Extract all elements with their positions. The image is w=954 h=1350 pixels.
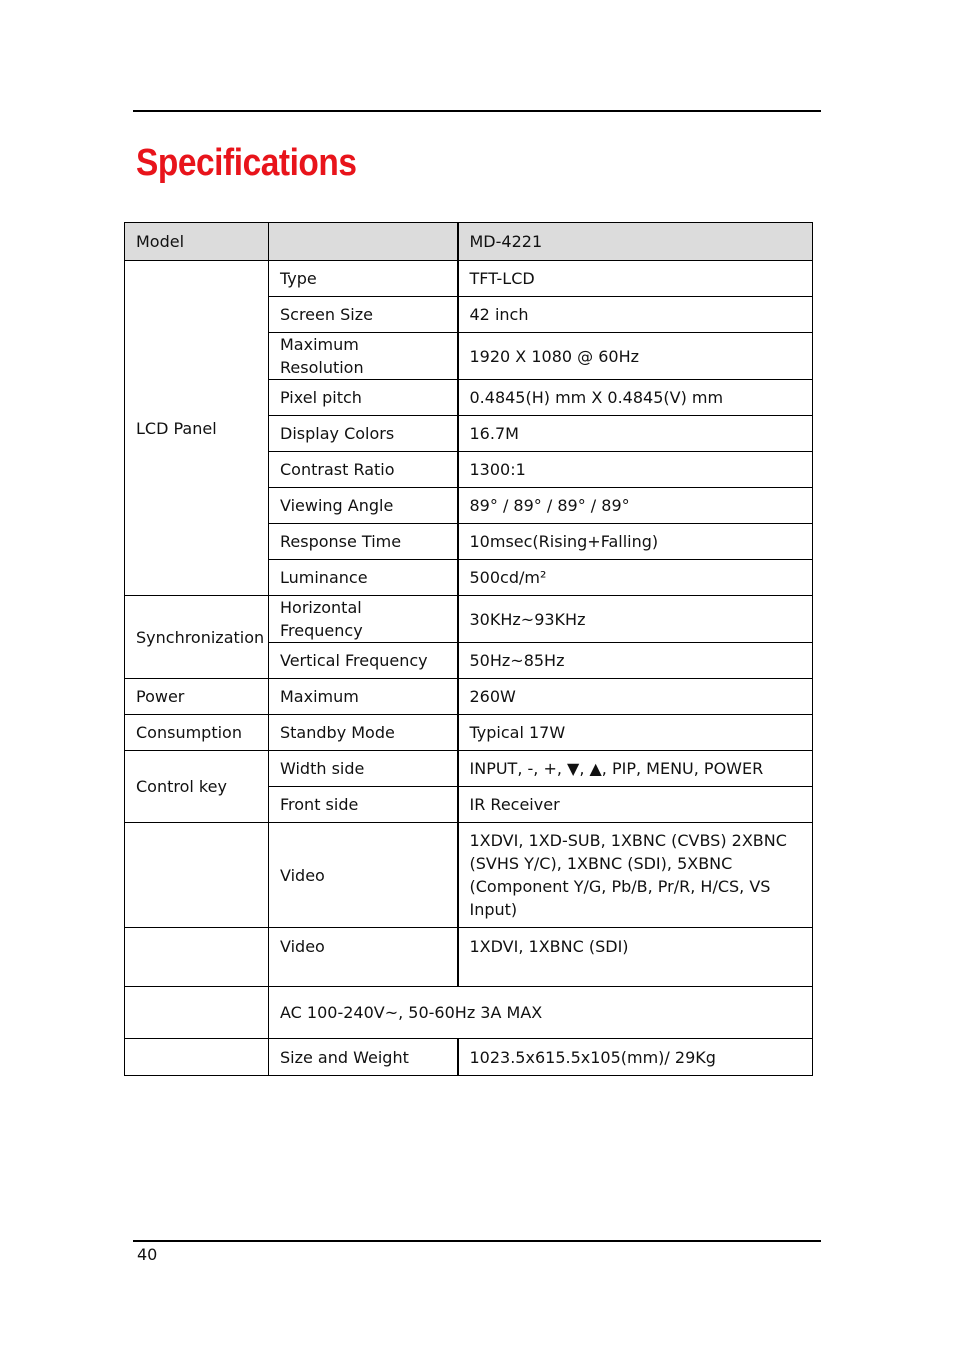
- spec-value: 1920 X 1080 @ 60Hz: [458, 333, 813, 380]
- spec-name: Standby Mode: [269, 715, 458, 751]
- power-label: Power: [125, 679, 269, 715]
- footer-rule: [133, 1240, 821, 1242]
- spec-name: Response Time: [269, 524, 458, 560]
- spec-value: IR Receiver: [458, 787, 813, 823]
- header-rule: [133, 110, 821, 112]
- spec-name: Maximum Resolution: [269, 333, 458, 380]
- spec-value: 89° / 89° / 89° / 89°: [458, 488, 813, 524]
- input-label: [125, 823, 269, 928]
- spec-value: 1300:1: [458, 452, 813, 488]
- table-row: [125, 987, 813, 1039]
- spec-name: Pixel pitch: [269, 380, 458, 416]
- spec-name: Size and Weight: [269, 1039, 458, 1076]
- power-supply-label: [125, 987, 269, 1039]
- size-weight-label: [125, 1039, 269, 1076]
- spec-value: 30KHz~93KHz: [458, 596, 813, 643]
- table-row: [125, 715, 813, 751]
- table-row: [125, 596, 813, 643]
- table-row: [125, 679, 813, 715]
- spec-name: Screen Size: [269, 297, 458, 333]
- spec-name: Vertical Frequency: [269, 643, 458, 679]
- synchronization-label: Synchronization: [125, 596, 269, 679]
- header-empty-cell: [269, 223, 458, 261]
- table-row: [125, 928, 813, 987]
- spec-name: Horizontal Frequency: [269, 596, 458, 643]
- power-supply-value: AC 100-240V~, 50-60Hz 3A MAX: [269, 987, 813, 1039]
- spec-name: Viewing Angle: [269, 488, 458, 524]
- spec-value: 1XDVI, 1XBNC (SDI): [458, 928, 813, 987]
- specifications-table: [124, 222, 813, 1076]
- table-row: [125, 751, 813, 787]
- spec-value: 42 inch: [458, 297, 813, 333]
- spec-name: Contrast Ratio: [269, 452, 458, 488]
- table-header-row: [125, 223, 813, 261]
- page-title: Specifications: [136, 142, 357, 184]
- spec-value: 16.7M: [458, 416, 813, 452]
- consumption-label: Consumption: [125, 715, 269, 751]
- spec-name: Maximum: [269, 679, 458, 715]
- spec-name: Video: [269, 928, 458, 987]
- spec-name: Luminance: [269, 560, 458, 596]
- spec-value: Typical 17W: [458, 715, 813, 751]
- spec-name: Type: [269, 261, 458, 297]
- spec-value: 50Hz~85Hz: [458, 643, 813, 679]
- table-row: [125, 823, 813, 928]
- spec-value: 10msec(Rising+Falling): [458, 524, 813, 560]
- page-number: 40: [137, 1245, 158, 1264]
- spec-value: 1XDVI, 1XD-SUB, 1XBNC (CVBS) 2XBNC (SVHS Y/C), 1XBNC (SDI), 5XBNC (Component Y/G, Pb/B, Pr/R, H/CS, VS Input): [458, 823, 813, 928]
- spec-value: 260W: [458, 679, 813, 715]
- spec-value: 0.4845(H) mm X 0.4845(V) mm: [458, 380, 813, 416]
- header-model-cell: Model: [125, 223, 269, 261]
- spec-name: Width side: [269, 751, 458, 787]
- spec-value: TFT-LCD: [458, 261, 813, 297]
- spec-value: INPUT, -, +, ▼, ▲, PIP, MENU, POWER: [458, 751, 813, 787]
- spec-name: Display Colors: [269, 416, 458, 452]
- spec-name: Front side: [269, 787, 458, 823]
- control-key-label: Control key: [125, 751, 269, 823]
- spec-name: Video: [269, 823, 458, 928]
- header-model-number-cell: MD-4221: [458, 223, 813, 261]
- table-row: [125, 1039, 813, 1076]
- spec-value: 1023.5x615.5x105(mm)/ 29Kg: [458, 1039, 813, 1076]
- spec-value: 500cd/m²: [458, 560, 813, 596]
- output-label: [125, 928, 269, 987]
- lcd-panel-label: LCD Panel: [125, 261, 269, 596]
- table-row: [125, 261, 813, 297]
